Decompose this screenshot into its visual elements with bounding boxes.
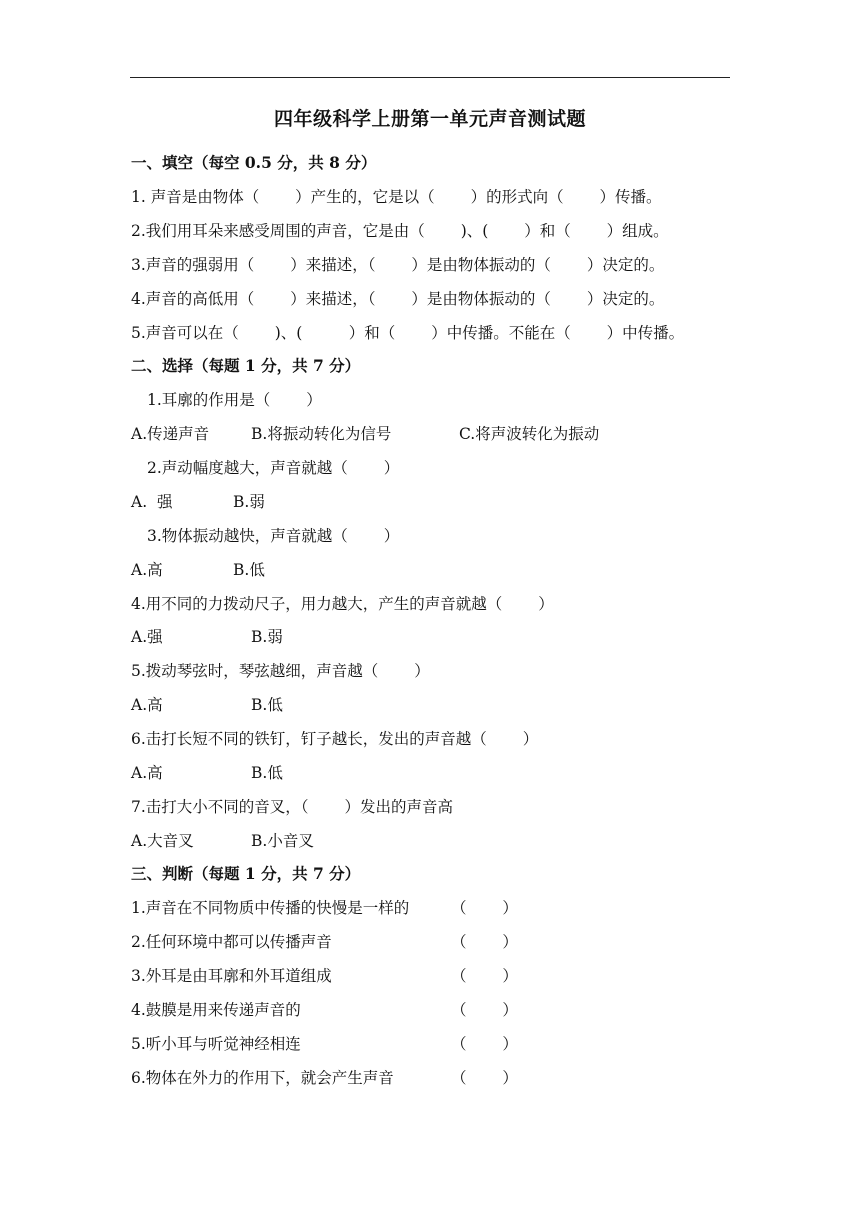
section-heading-choice: 二、选择（每题 1 分，共 7 分）: [131, 356, 361, 375]
fill-item-4: 4.声音的高低用（ ）来描述，（ ）是由物体振动的（ ）决定的。: [131, 290, 665, 308]
judge-item-6: 6.物体在外力的作用下，就会产生声音: [131, 1069, 394, 1087]
fill-item-2: 2.我们用耳朵来感受周围的声音，它是由（ )、( ）和（ ）组成。: [131, 222, 669, 240]
choice-7-option-a: A.大音叉: [131, 832, 194, 850]
page-title: 四年级科学上册第一单元声音测试题: [273, 108, 586, 130]
choice-question-1: 1.耳廓的作用是（ ）: [147, 391, 322, 409]
section-heading-judge: 三、判断（每题 1 分，共 7 分）: [131, 864, 361, 883]
choice-3-option-b: B.低: [233, 561, 265, 579]
choice-2-option-a: A. 强: [131, 493, 173, 511]
header-rule: [130, 77, 730, 78]
choice-6-option-a: A.高: [131, 764, 163, 782]
choice-4-option-a: A.强: [131, 628, 163, 646]
judge-item-3: 3.外耳是由耳廓和外耳道组成: [131, 967, 332, 985]
fill-item-3: 3.声音的强弱用（ ）来描述，（ ）是由物体振动的（ ）决定的。: [131, 256, 665, 274]
choice-4-option-b: B.弱: [251, 628, 283, 646]
judge-item-6-answer: （ ）: [451, 1069, 518, 1087]
judge-item-4: 4.鼓膜是用来传递声音的: [131, 1001, 301, 1019]
judge-item-4-answer: （ ）: [451, 1001, 518, 1019]
choice-7-option-b: B.小音叉: [251, 832, 314, 850]
choice-question-3: 3.物体振动越快，声音就越（ ）: [147, 527, 400, 545]
choice-6-option-b: B.低: [251, 764, 283, 782]
choice-2-option-b: B.弱: [233, 493, 265, 511]
choice-5-option-a: A.高: [131, 696, 163, 714]
choice-question-4: 4.用不同的力拨动尺子，用力越大，产生的声音就越（ ）: [131, 595, 554, 613]
judge-item-5-answer: （ ）: [451, 1035, 518, 1053]
choice-question-6: 6.击打长短不同的铁钉，钉子越长，发出的声音越（ ）: [131, 730, 539, 748]
judge-item-3-answer: （ ）: [451, 967, 518, 985]
judge-item-5: 5.听小耳与听觉神经相连: [131, 1035, 301, 1053]
choice-1-option-a: A.传递声音: [131, 425, 210, 443]
judge-item-2-answer: （ ）: [451, 933, 518, 951]
choice-question-5: 5.拨动琴弦时，琴弦越细，声音越（ ）: [131, 662, 430, 680]
choice-5-option-b: B.低: [251, 696, 283, 714]
fill-item-5: 5.声音可以在（ )、( ）和（ ）中传播。不能在（ ）中传播。: [131, 324, 685, 342]
section-heading-fill: 一、填空（每空 0.5 分，共 8 分）: [131, 153, 377, 172]
choice-3-option-a: A.高: [131, 561, 163, 579]
judge-item-1: 1.声音在不同物质中传播的快慢是一样的: [131, 899, 410, 917]
choice-question-7: 7.击打大小不同的音叉，（ ）发出的声音高: [131, 798, 453, 816]
judge-item-2: 2.任何环境中都可以传播声音: [131, 933, 332, 951]
fill-item-1: 1. 声音是由物体（ ）产生的，它是以（ ）的形式向（ ）传播。: [131, 188, 662, 206]
choice-1-option-b: B.将振动转化为信号: [251, 425, 392, 443]
choice-question-2: 2.声动幅度越大，声音就越（ ）: [147, 459, 400, 477]
choice-1-option-c: C.将声波转化为振动: [459, 425, 600, 443]
judge-item-1-answer: （ ）: [451, 899, 518, 917]
